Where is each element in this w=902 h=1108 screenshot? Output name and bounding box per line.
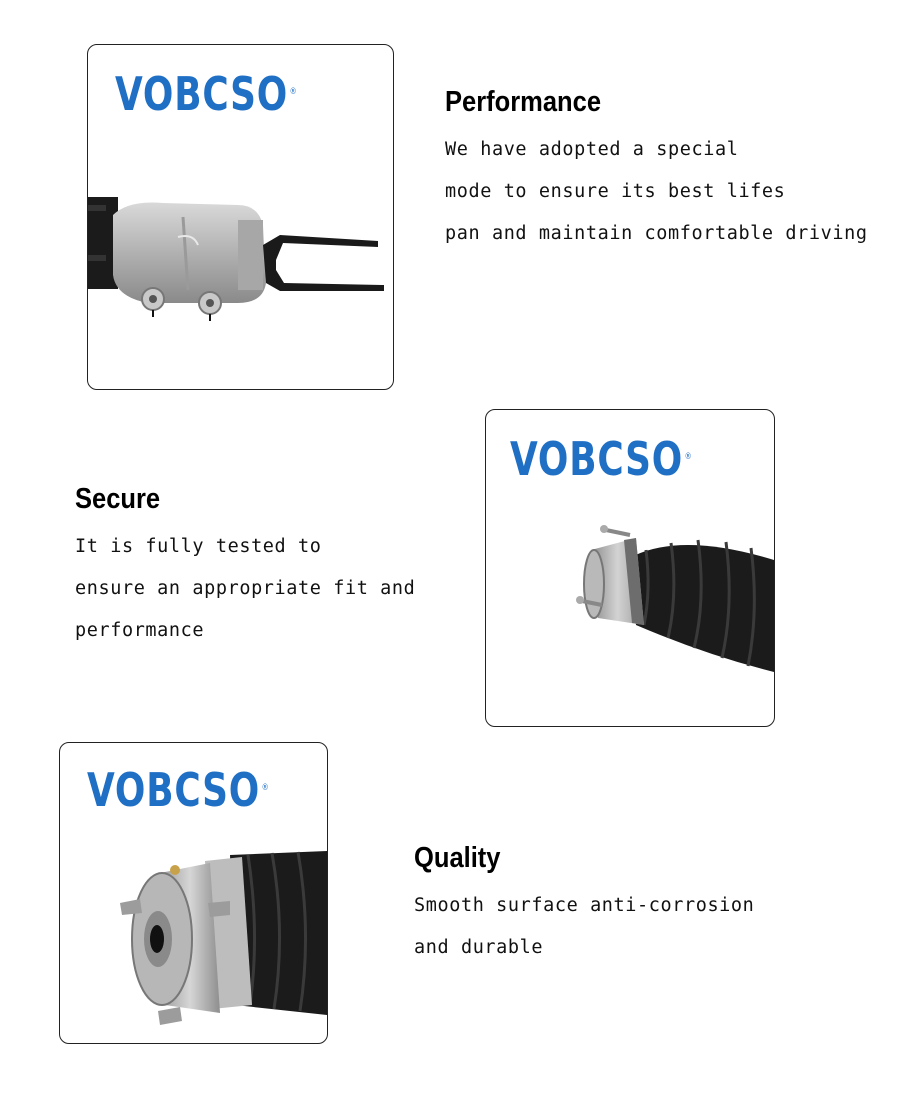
section-line: performance <box>75 620 205 641</box>
section-title: Performance <box>445 86 602 118</box>
registered-mark: ® <box>261 782 270 793</box>
air-bellows-photo <box>486 410 774 726</box>
section-line: and durable <box>414 937 544 958</box>
product-card-top-mount <box>87 44 394 390</box>
section-title: Secure <box>75 483 161 515</box>
brand-name: VOBCSO <box>87 763 261 817</box>
section-line: pan and maintain comfortable driving <box>445 223 868 244</box>
section-line: mode to ensure its best lifes <box>445 181 786 202</box>
section-line: ensure an appropriate fit and <box>75 578 416 599</box>
section-line: Smooth surface anti-corrosion <box>414 895 755 916</box>
brand-name: VOBCSO <box>510 432 684 486</box>
brand-name: VOBCSO <box>115 67 289 121</box>
product-card-air-bellows <box>485 409 775 727</box>
registered-mark: ® <box>289 86 298 97</box>
section-performance <box>445 86 868 255</box>
section-secure <box>75 483 415 652</box>
section-quality <box>414 842 754 969</box>
product-card-mount-flange <box>59 742 328 1044</box>
section-line: We have adopted a special <box>445 139 739 160</box>
section-title: Quality <box>414 842 501 874</box>
section-line: It is fully tested to <box>75 536 322 557</box>
strut-mount-flange-photo <box>60 743 327 1043</box>
registered-mark: ® <box>684 451 693 462</box>
strut-top-mount-photo <box>88 45 393 389</box>
